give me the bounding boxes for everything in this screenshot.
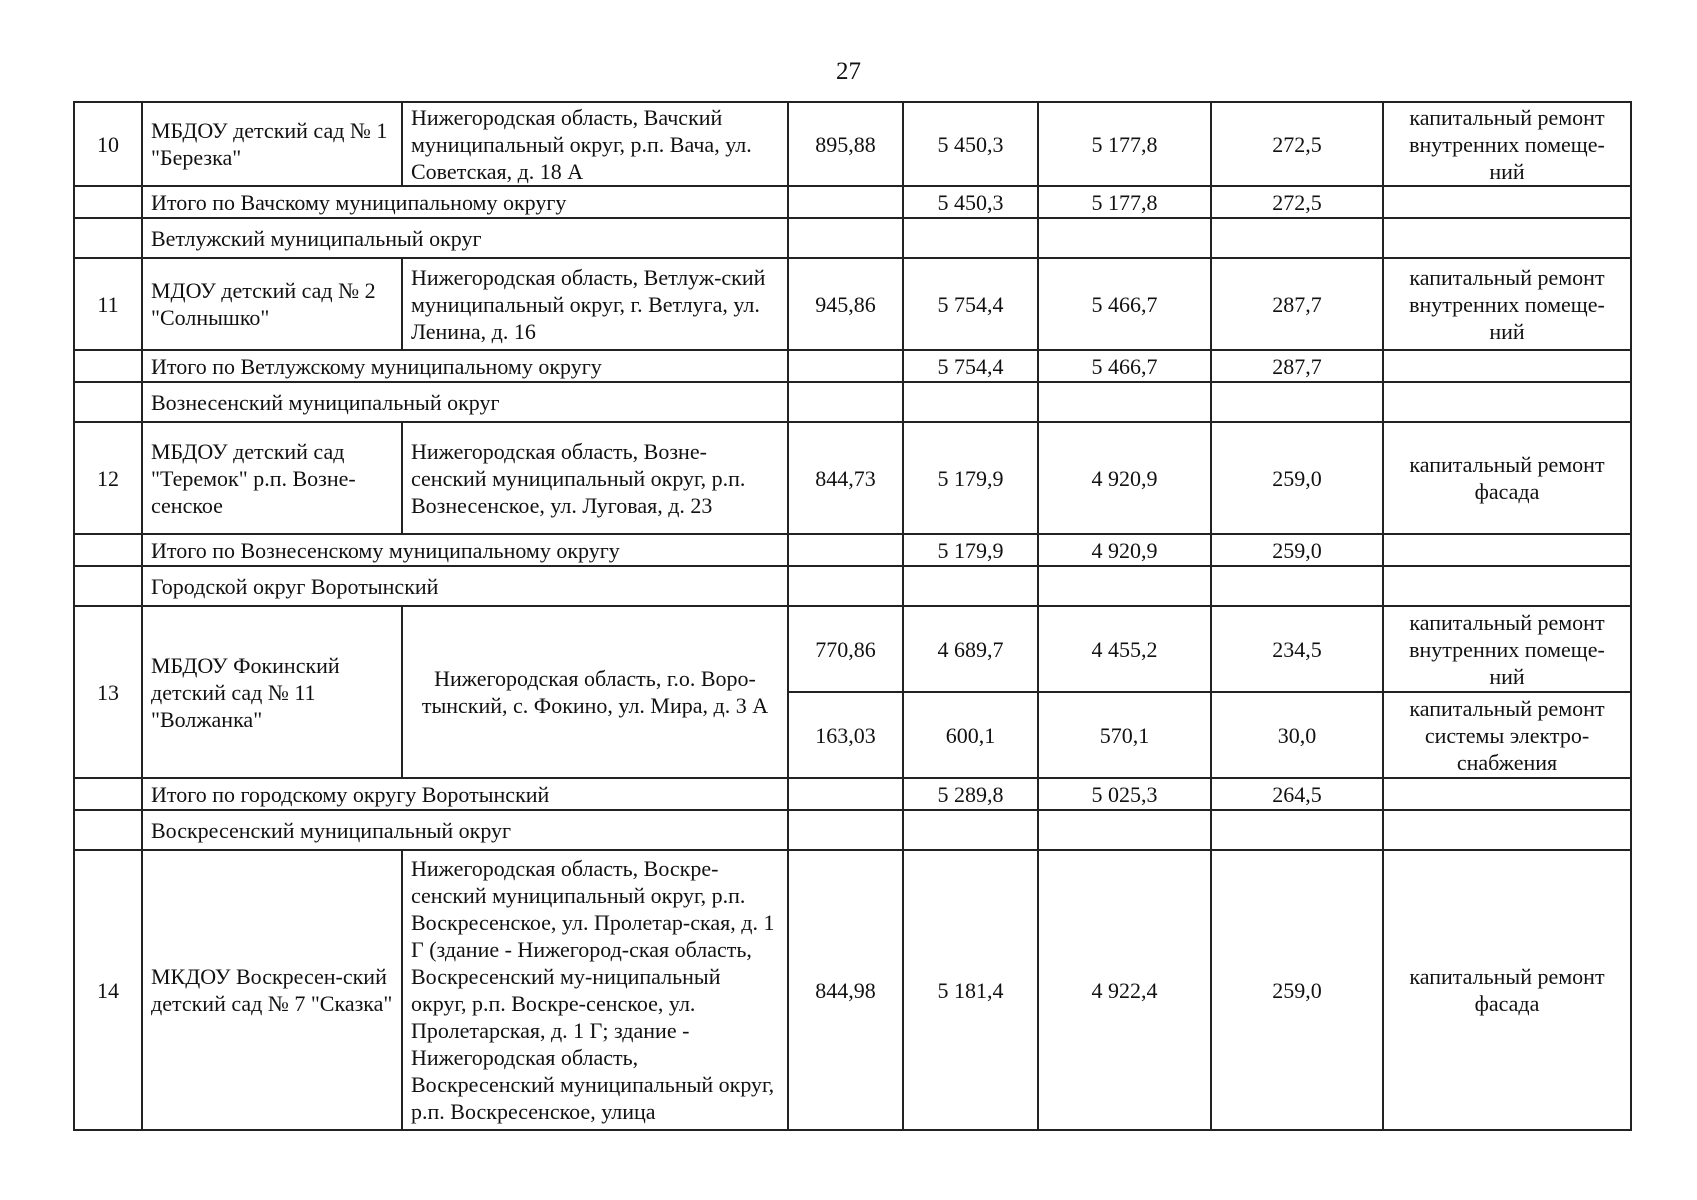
local-amount: 272,5 — [1211, 102, 1383, 186]
regional-amount: 4 455,2 — [1038, 606, 1211, 692]
section-label: Ветлужский муниципальный округ — [142, 218, 788, 258]
address: Нижегородская область, Ветлуж-ский муниципальный округ, г. Ветлуга, ул. Ленина, д. 16 — [402, 258, 788, 350]
local-amount: 234,5 — [1211, 606, 1383, 692]
area: 770,86 — [788, 606, 903, 692]
row-number: 14 — [74, 850, 142, 1130]
regional-amount: 4 920,9 — [1038, 422, 1211, 534]
area: 844,98 — [788, 850, 903, 1130]
table-row — [74, 606, 1631, 692]
address: Нижегородская область, г.о. Воро-тынский, с. Фокино, ул. Мира, д. 3 А — [402, 606, 788, 778]
regional-amount: 4 920,9 — [1038, 534, 1211, 566]
total-amount: 5 754,4 — [903, 350, 1038, 382]
local-amount: 272,5 — [1211, 186, 1383, 218]
section-row — [74, 810, 1631, 850]
address: Нижегородская область, Воскре-сенский муниципальный округ, р.п. Воскресенское, ул. Пролетар-ская, д. 1 Г (здание - Нижегород-ская область, Воскресенский му-ниципальный округ, р.п. Воскре-сенское, ул. Пролетарская, д. 1 Г; здание - Нижегородская область, Воскресенский муниципальный округ, р.п. Воскресенское, улица — [402, 850, 788, 1130]
row-number: 11 — [74, 258, 142, 350]
section-label: Вознесенский муниципальный округ — [142, 382, 788, 422]
work-type: капитальный ремонт фасада — [1383, 850, 1631, 1130]
table-row — [74, 850, 1631, 1130]
total-amount: 5 450,3 — [903, 102, 1038, 186]
work-type: капитальный ремонт внутренних помеще-ний — [1383, 258, 1631, 350]
local-amount: 259,0 — [1211, 534, 1383, 566]
total-amount: 5 179,9 — [903, 534, 1038, 566]
table-row — [74, 258, 1631, 350]
total-row — [74, 350, 1631, 382]
total-row — [74, 534, 1631, 566]
area: 163,03 — [788, 692, 903, 778]
work-type: капитальный ремонт внутренних помеще-ний — [1383, 606, 1631, 692]
total-amount: 5 754,4 — [903, 258, 1038, 350]
local-amount: 259,0 — [1211, 850, 1383, 1130]
area: 844,73 — [788, 422, 903, 534]
section-row — [74, 382, 1631, 422]
total-amount: 5 179,9 — [903, 422, 1038, 534]
local-amount: 30,0 — [1211, 692, 1383, 778]
address: Нижегородская область, Возне-сенский муниципальный округ, р.п. Вознесенское, ул. Луговая, д. 23 — [402, 422, 788, 534]
work-type: капитальный ремонт внутренних помеще-ний — [1383, 102, 1631, 186]
total-amount: 4 689,7 — [903, 606, 1038, 692]
address: Нижегородская область, Вачский муниципальный округ, р.п. Вача, ул. Советская, д. 18 А — [402, 102, 788, 186]
regional-amount: 5 466,7 — [1038, 258, 1211, 350]
total-amount: 600,1 — [903, 692, 1038, 778]
total-label: Итого по Ветлужскому муниципальному округу — [142, 350, 788, 382]
local-amount: 259,0 — [1211, 422, 1383, 534]
local-amount: 264,5 — [1211, 778, 1383, 810]
institution-name: МБДОУ Фокинский детский сад № 11 "Волжанка" — [142, 606, 402, 778]
table-row — [74, 422, 1631, 534]
page-number: 27 — [836, 58, 861, 85]
section-row — [74, 218, 1631, 258]
area: 895,88 — [788, 102, 903, 186]
regional-amount: 5 025,3 — [1038, 778, 1211, 810]
total-amount: 5 450,3 — [903, 186, 1038, 218]
row-number: 13 — [74, 606, 142, 778]
institution-name: МБДОУ детский сад "Теремок" р.п. Возне-сенское — [142, 422, 402, 534]
regional-amount: 5 177,8 — [1038, 186, 1211, 218]
section-label: Воскресенский муниципальный округ — [142, 810, 788, 850]
section-label: Городской округ Воротынский — [142, 566, 788, 606]
total-amount: 5 181,4 — [903, 850, 1038, 1130]
total-label: Итого по Вачскому муниципальному округу — [142, 186, 788, 218]
area: 945,86 — [788, 258, 903, 350]
regional-amount: 570,1 — [1038, 692, 1211, 778]
total-label: Итого по Вознесенскому муниципальному округу — [142, 534, 788, 566]
regional-amount: 4 922,4 — [1038, 850, 1211, 1130]
row-number: 12 — [74, 422, 142, 534]
local-amount: 287,7 — [1211, 350, 1383, 382]
total-row — [74, 778, 1631, 810]
work-type: капитальный ремонт системы электро-снабжения — [1383, 692, 1631, 778]
regional-amount: 5 177,8 — [1038, 102, 1211, 186]
section-row — [74, 566, 1631, 606]
institution-name: МКДОУ Воскресен-ский детский сад № 7 "Сказка" — [142, 850, 402, 1130]
local-amount: 287,7 — [1211, 258, 1383, 350]
regional-amount: 5 466,7 — [1038, 350, 1211, 382]
objects-table — [73, 101, 1632, 1131]
total-label: Итого по городскому округу Воротынский — [142, 778, 788, 810]
row-number: 10 — [74, 102, 142, 186]
total-row — [74, 186, 1631, 218]
total-amount: 5 289,8 — [903, 778, 1038, 810]
institution-name: МБДОУ детский сад № 1 "Березка" — [142, 102, 402, 186]
work-type: капитальный ремонт фасада — [1383, 422, 1631, 534]
institution-name: МДОУ детский сад № 2 "Солнышко" — [142, 258, 402, 350]
table-row — [74, 102, 1631, 186]
